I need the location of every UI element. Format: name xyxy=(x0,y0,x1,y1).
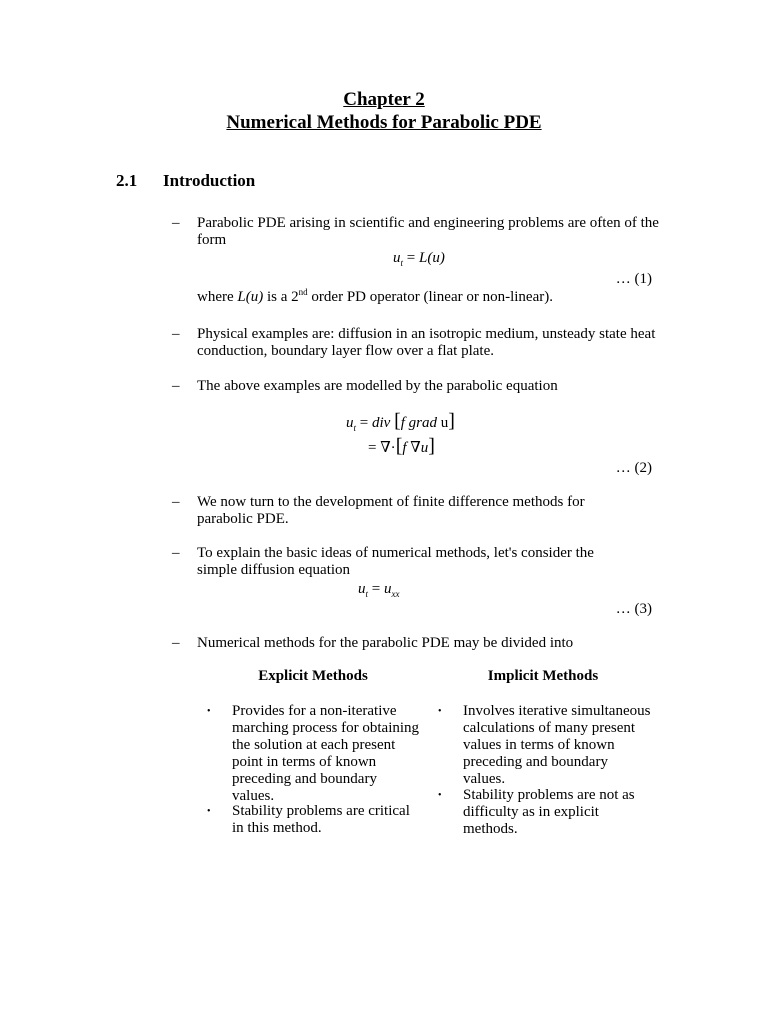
list-dash: – xyxy=(172,215,180,231)
section-title: Introduction xyxy=(163,171,256,190)
paragraph-divided: Numerical methods for the parabolic PDE may be divided into xyxy=(197,635,574,651)
list-dash: – xyxy=(172,326,180,342)
equation-2-line-2: = ∇·[f ∇u] xyxy=(368,435,435,457)
implicit-bullet-1: Involves iterative simultaneous calculations of many present values in terms of known preceding and boundary values. xyxy=(463,703,651,787)
list-dash: – xyxy=(172,378,180,394)
equation-1-number: … (1) xyxy=(615,271,652,287)
paragraph-parabolic-form: Parabolic PDE arising in scientific and engineering problems are often of the form xyxy=(197,215,659,248)
bullet: • xyxy=(438,706,442,717)
implicit-bullet-2: Stability problems are not as difficulty as in explicit methods. xyxy=(463,787,635,837)
equation-3: $u_t = u_{xx}$ xyxy=(358,581,400,599)
chapter-title: Numerical Methods for Parabolic PDE xyxy=(226,112,542,133)
paragraph-where: where L(u) is a 2nd order PD operator (linear or non-linear). xyxy=(197,287,553,305)
equation-2-number: … (2) xyxy=(615,460,652,476)
chapter-label: Chapter 2 xyxy=(343,89,425,110)
equation-3-number: … (3) xyxy=(615,601,652,617)
paragraph-physical-examples: Physical examples are: diffusion in an isotropic medium, unsteady state heat conduction, boundary layer flow over a flat plate. xyxy=(197,326,656,359)
list-dash: – xyxy=(172,494,180,510)
list-dash: – xyxy=(172,635,180,651)
paragraph-modelled: The above examples are modelled by the parabolic equation xyxy=(197,378,558,394)
equation-2-line-1: $u_t$ = div [f grad u] xyxy=(346,410,455,433)
bullet: • xyxy=(207,706,211,717)
explicit-bullet-2: Stability problems are critical in this method. xyxy=(232,803,410,836)
paragraph-diffusion: To explain the basic ideas of numerical methods, let's consider the simple diffusion equation xyxy=(197,545,594,578)
explicit-bullet-1: Provides for a non-iterative marching process for obtaining the solution at each present point in terms of known preceding and boundary values. xyxy=(232,703,420,804)
paragraph-finite-difference: We now turn to the development of finite difference methods for parabolic PDE. xyxy=(197,494,585,527)
bullet: • xyxy=(438,790,442,801)
list-dash: – xyxy=(172,545,180,561)
implicit-methods-heading: Implicit Methods xyxy=(487,668,599,684)
equation-1: $u_t = L(u)$ xyxy=(393,250,445,268)
section-number: 2.1 xyxy=(116,171,138,190)
bullet: • xyxy=(207,806,211,817)
explicit-methods-heading: Explicit Methods xyxy=(258,668,368,684)
